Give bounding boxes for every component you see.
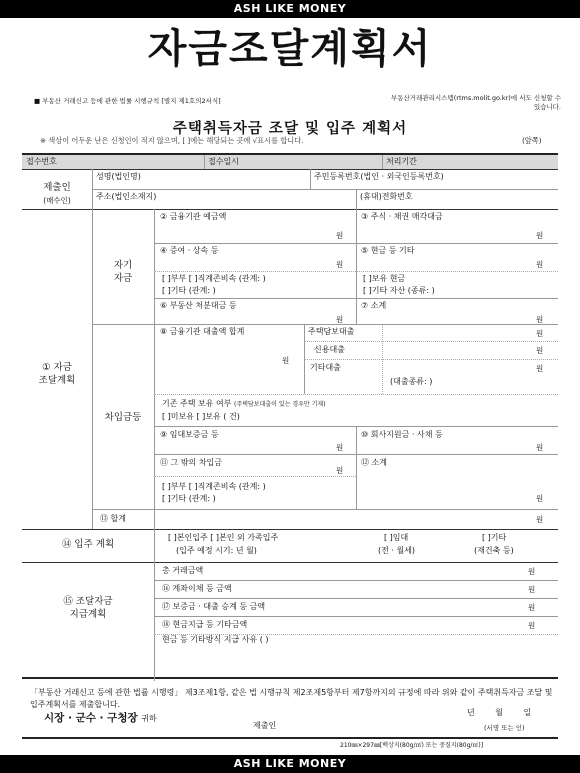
processing-period-label: 처리기간: [386, 157, 417, 166]
other-relation-line1[interactable]: [ ]부부 [ ]직계존비속 (관계: ): [162, 482, 266, 491]
company-loan-item: ⑩ 회사지원금 · 사채 등: [361, 430, 443, 439]
other-relation-line2[interactable]: [ ]기타 (관계: ): [162, 494, 216, 503]
online-notice: 부동산거래관리시스템(rtms.molit.go.kr)에 서도 신청할 수 있습니다.: [390, 94, 561, 111]
move-in-self-option[interactable]: [ ]본인입주 [ ]본인 외 가족입주: [168, 533, 279, 542]
deposit-loan-item: ⑰ 보증금 · 대출 승계 등 금액: [162, 602, 266, 611]
payment-plan-label-text: ⑮ 조달자금: [63, 596, 113, 607]
applicant-sublabel: (매수인): [43, 196, 71, 205]
funding-plan-label-text2: 조달계획: [38, 375, 76, 386]
address-field[interactable]: 주소(법인소재지): [96, 192, 157, 201]
gift-item: ④ 증여 · 상속 등: [160, 246, 219, 255]
cash-won: 원: [536, 260, 544, 269]
borrowed-subtotal-won: 원: [536, 494, 544, 503]
other-borrow-item: ⑪ 그 밖의 차입금: [160, 458, 222, 467]
cash-payment-won: 원: [528, 621, 536, 630]
own-funds-label-text2: 자금: [113, 273, 133, 284]
other-borrow-won: 원: [336, 466, 344, 475]
phone-field[interactable]: (휴대)전화번호: [360, 192, 413, 201]
receipt-date-label: 접수일시: [208, 157, 239, 166]
name-field[interactable]: 성명(법인명): [96, 172, 141, 181]
gift-won: 원: [336, 260, 344, 269]
addressee-text: 시장 · 군수 · 구청장: [44, 712, 138, 724]
signature-field[interactable]: (서명 또는 인): [484, 724, 525, 732]
cash-type-line2[interactable]: [ ]기타 자산 (종류: ): [363, 286, 435, 295]
payment-plan-label-text2: 지급계획: [69, 609, 107, 620]
other-loan: 기타대출: [310, 363, 341, 372]
borrowed-label: 차입금등: [104, 412, 142, 423]
payment-total-item: 총 거래금액: [162, 566, 204, 575]
payment-total-won: 원: [528, 567, 536, 576]
other-loan-won: 원: [536, 364, 544, 373]
gift-relation-line2[interactable]: [ ]기타 (관계: ): [162, 286, 216, 295]
total-item: ⑬ 합계: [100, 514, 126, 523]
declaration-text: 「부동산 거래신고 등에 관한 법률 시행령」 제3조제1항, 같은 법 시행규칙 제2조제5항부터 제7항까지의 규정에 따라 위와 같이 주택취득자금 조달 및 입주계획서를 제출합니다.: [30, 688, 553, 709]
date-line[interactable]: 년 월 일: [467, 708, 532, 717]
paper-spec: 210㎜×297㎜[백상지(80g/㎡) 또는 중질지(80g/㎡)]: [340, 742, 484, 749]
deposit-item: ② 금융기관 예금액: [160, 212, 227, 221]
receipt-no-label: 접수번호: [26, 157, 57, 166]
move-in-label: ⑭ 입주 계획: [61, 539, 115, 550]
real-estate-item: ⑥ 부동산 처분대금 등: [160, 301, 237, 310]
mortgage-won: 원: [536, 329, 544, 338]
page-side: (앞쪽): [522, 136, 542, 145]
applicant-label: [22, 181, 92, 207]
gift-relation-line1[interactable]: [ ]부부 [ ]직계존비속 (관계: ): [162, 274, 266, 283]
form-table: [22, 153, 558, 679]
registration-number-field[interactable]: 주민등록번호(법인 · 외국인등록번호): [314, 172, 444, 181]
own-funds-label-text: 자기: [113, 260, 133, 271]
fill-notice: ※ 색상이 어두운 난은 신청인이 적지 않으며, [ ]에는 해당되는 곳에 √표시를 합니다.: [40, 136, 304, 145]
cash-payment-item: ⑱ 현금지급 등 기타금액: [162, 620, 248, 629]
move-in-other-sub: (재건축 등): [474, 546, 514, 555]
existing-home-options[interactable]: [ ]미보유 [ ]보유 ( 건): [162, 412, 240, 421]
deposit-loan-won: 원: [528, 603, 536, 612]
document-title: 자금조달계획서: [147, 26, 433, 72]
loan-total-item: ⑧ 금융기관 대출액 합계: [160, 327, 245, 336]
company-loan-won: 원: [536, 443, 544, 452]
stocks-item: ③ 주식 · 채권 매각대금: [361, 212, 443, 221]
cash-item: ⑤ 현금 등 기타: [361, 246, 415, 255]
own-funds-label: [92, 259, 154, 285]
move-in-lease-sub: (전 · 월세): [378, 546, 416, 555]
credit-won: 원: [536, 346, 544, 355]
move-in-lease-option[interactable]: [ ]임대: [384, 533, 409, 542]
addressee: [44, 710, 157, 725]
transfer-item: ⑯ 계좌이체 등 금액: [162, 584, 232, 593]
real-estate-won: 원: [336, 315, 344, 324]
existing-home-text: 기존 주택 보유 여부: [162, 399, 232, 408]
law-reference: ■ 부동산 거래신고 등에 관한 법률 시행규칙 [별지 제1호의2서식]: [34, 97, 221, 105]
top-banner: ASH LIKE MONEY: [0, 0, 580, 18]
move-in-other-option[interactable]: [ ]기타: [482, 533, 507, 542]
existing-home-question: [162, 399, 326, 410]
addressee-suffix: 귀하: [141, 714, 157, 723]
borrowed-subtotal-item: ⑫ 소계: [361, 458, 387, 467]
bottom-banner: ASH LIKE MONEY: [0, 755, 580, 773]
total-won: 원: [536, 515, 544, 524]
applicant-label-text: 제출인: [43, 182, 71, 193]
loan-total-won: 원: [282, 356, 290, 365]
lease-deposit-item: ⑨ 임대보증금 등: [160, 430, 219, 439]
loan-kind[interactable]: (대출종류: ): [390, 377, 433, 386]
funding-plan-label-text: ① 자금: [42, 362, 72, 373]
cash-type-line1[interactable]: [ ]보유 현금: [363, 274, 406, 283]
stocks-won: 원: [536, 231, 544, 240]
own-subtotal-item: ⑦ 소계: [361, 301, 387, 310]
transfer-won: 원: [528, 585, 536, 594]
footer-divider: [22, 737, 558, 739]
move-in-date[interactable]: (입주 예정 시기: 년 월): [176, 546, 257, 555]
submitter-label: 제출인: [253, 721, 277, 730]
payment-plan-label: [22, 595, 154, 621]
own-subtotal-won: 원: [536, 315, 544, 324]
deposit-won: 원: [336, 231, 344, 240]
form-title: 주택취득자금 조달 및 입주 계획서: [172, 121, 408, 137]
funding-plan-label: [22, 361, 92, 387]
credit-loan: 신용대출: [314, 345, 345, 354]
existing-home-note: (주택담보대출이 있는 경우만 기재): [234, 401, 326, 408]
cash-reason-field[interactable]: 현금 등 기타방식 지급 사유 ( ): [162, 635, 269, 644]
lease-deposit-won: 원: [336, 443, 344, 452]
header-row: [22, 155, 558, 169]
mortgage-loan: 주택담보대출: [308, 327, 355, 336]
